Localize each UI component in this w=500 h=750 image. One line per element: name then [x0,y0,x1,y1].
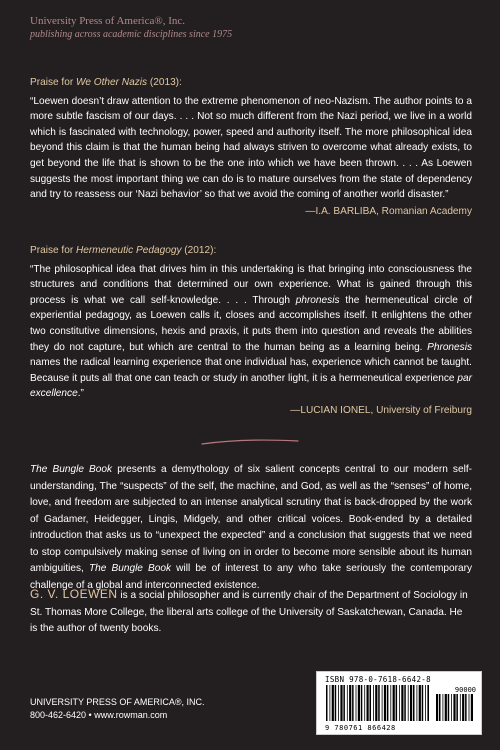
barcode-bar [401,685,403,721]
barcode-bar [332,685,334,721]
barcode [316,671,482,735]
barcode-bar [384,685,386,721]
barcode-bar [399,685,400,721]
barcode-bar [404,685,406,721]
barcode-bar [419,685,421,721]
barcode-digits: 9 780761 866428 [325,724,396,732]
barcode-bar [367,685,369,721]
barcode-bar [375,685,377,721]
praise-hermeneutic-pedagogy [30,243,472,419]
praise-quote [30,262,472,402]
quote-part: “The philosophical idea that drives him in this undertaking is that bringing into consciousness the structures and conditions that determined our own experience. What is gained through this process is what we call self-knowledge. . . . Through [30,263,472,306]
barcode-bar [382,685,383,721]
barcode-bar [413,685,415,721]
barcode-bar [387,685,389,721]
author-name: G. V. LOEWEN [30,587,118,601]
praise-attribution: —I.A. BARLIBA, Romanian Academy [305,205,472,217]
barcode-bar [465,694,467,721]
barcode-bar [338,685,339,721]
barcode-bar [370,685,372,721]
barcode-bar [343,685,345,721]
barcode-bar [445,694,447,721]
praise-we-other-nazis [30,75,472,219]
barcode-bar [443,694,444,721]
barcode-bar [393,685,395,721]
praise-book-title: We Other Nazis [76,77,148,88]
publisher-footer [30,696,205,722]
barcode-bar [471,694,473,721]
quote-part: names the radical learning experience that one individual has, experience which cannot be taught. Because it puts all that one can teach or study in another light, it is a hermeneutical experience [30,357,472,384]
publisher-header [30,15,232,40]
barcode-bar [436,694,438,721]
barcode-bars [325,685,429,721]
barcode-bar [390,685,391,721]
barcode-bar [417,685,418,721]
publisher-contact: 800-462-6420 • www.rowman.com [30,710,168,720]
swash-divider [200,438,300,446]
price-code: 90000 [454,686,476,694]
praise-quote: “Loewen doesn’t draw attention to the extreme phenomenon of neo-Nazism. The author points to a more subtle fascism of our days. . . . Not so much different from the Nazi period, we live in a world which is fascinated with technology, power, speed and authority itself. The more philosophical idea beyond this claim is that the human being had always striven to overcome what already exists, to get beyond the life that is shown to be the one into which we have been thrown. . . . As Loewen suggests the most important thing we can do is to mature ourselves from the state of dependency and try to reassess our ‘Nazi behavior’ so that we avoid the coming of another world disaster.” [30,95,472,201]
barcode-bar [347,685,348,721]
barcode-bar [448,694,450,721]
barcode-addon-bars [435,694,473,721]
barcode-bar [364,685,365,721]
praise-year: (2013): [147,77,182,88]
quote-part: the hermeneutical circle of experiential pedagogy, as Loewen calls it, closes and accomplishes itself. It enlightens the other two constitutive dimensions, hexis and praxis, it puts them into question and reveals the abilities they do not capture, but which are central to the human being as a learning being. [30,294,473,353]
barcode-bar [453,694,455,721]
barcode-bar [456,694,458,721]
barcode-bar [451,694,452,721]
barcode-bar [358,685,360,721]
praise-heading [30,243,472,259]
barcode-bar [326,685,328,721]
author-bio-text: is a social philosopher and is currently chair of the Department of Sociology in St. Thomas More College, the liberal arts college of the University of Saskatchewan, Canada. He is the author of twenty books. [30,590,468,634]
quote-term: Phronesis [427,341,472,353]
barcode-bar [410,685,412,721]
barcode-bar [422,685,424,721]
barcode-bar [462,694,464,721]
barcode-bar [460,694,461,721]
barcode-bar [427,685,429,721]
publisher-tagline: publishing across academic disciplines since 1975 [30,29,233,40]
barcode-bar [352,685,354,721]
praise-book-title: Hermeneutic Pedagogy [76,245,182,256]
praise-attribution: —LUCIAN IONEL, University of Freiburg [290,404,472,416]
quote-part: .” [77,388,84,400]
book-title: The Bungle Book [30,464,113,475]
barcode-bar [396,685,398,721]
barcode-bar [378,685,380,721]
book-description [30,462,472,594]
barcode-bar [340,685,342,721]
description-text: presents a demythology of six salient concepts central to our modern self-understanding, The “suspects” of the self, the machine, and God, as well as the “senses” of home, love, and freedom are subjected to an intense analytical scrutiny that is back-dropped by the work of Gadamer, Heidegger, Lingis, Midgely, and other critical voices. Book-ended by a detailed introduction that asks us to “unexpect the expected” and a conclusion that suggests that we need to stop compulsively making sense of living on in order to become more sensible about its human ambiguities, [30,464,472,574]
description-text: will be of interest to any who take seriously the contemporary challenge of a global and interconnected existence. [30,563,472,591]
barcode-bar [335,685,337,721]
barcode-bar [373,685,374,721]
barcode-bar [439,694,441,721]
barcode-bar [425,685,426,721]
quote-term: par excellence [30,372,472,400]
barcode-bar [356,685,357,721]
barcode-bar [469,694,470,721]
barcode-bar [361,685,363,721]
praise-prefix: Praise for [30,245,76,256]
author-bio [30,586,472,638]
praise-prefix: Praise for [30,77,76,88]
quote-term: phronesis [295,294,340,306]
publisher-name: University Press of America®, Inc. [30,15,185,27]
praise-year: (2012): [181,245,217,256]
praise-heading [30,75,472,91]
publisher-footer-name: UNIVERSITY PRESS OF AMERICA®, INC. [30,697,205,707]
barcode-bar [408,685,409,721]
barcode-bar [349,685,351,721]
isbn-label: ISBN 978-0-7618-6642-8 [325,675,431,684]
barcode-bar [330,685,331,721]
book-title: The Bungle Book [88,563,172,574]
